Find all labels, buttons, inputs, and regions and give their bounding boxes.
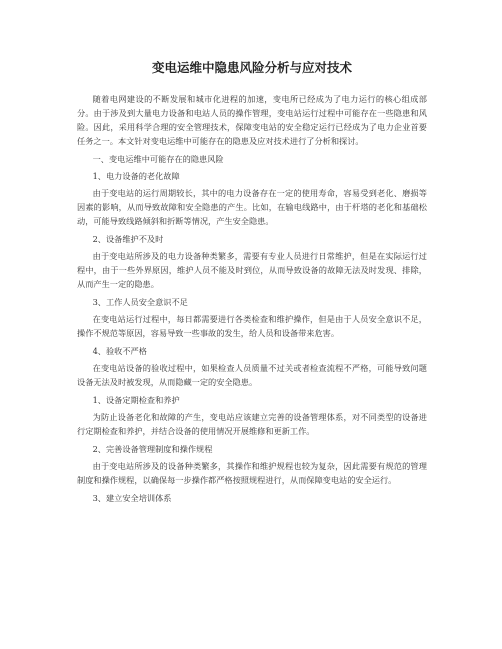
intro-paragraph: 随着电网建设的不断发展和城市化进程的加速，变电所已经成为了电力运行的核心组成部分。由于涉及到大量电力设备和电站人员的操作管理，变电站运行过程中可能存在一些隐患和风险。因此，采用科学合理的安全管理技术，保障变电站的安全稳定运行已经成为了电力企业首要任务之一。本文针对变电运维中可能存在的隐患及应对技术进行了分析和探讨。 bbox=[77, 94, 427, 146]
subsection-heading: 3、建立安全培训体系 bbox=[92, 493, 172, 503]
body-paragraph: 由于变电站所涉及的电力设备种类繁多，需要有专业人员进行日常维护，但是在实际运行过程中，由于一些外界原因，维护人员不能及时到位，从而导致设备的故障无法及时发现、排除，从而产生一定的隐患。 bbox=[77, 251, 427, 289]
subsection-heading: 2、设备维护不及时 bbox=[92, 234, 164, 244]
subsection-heading: 1、电力设备的老化故障 bbox=[92, 171, 180, 181]
body-paragraph: 由于变电站的运行周期较长，其中的电力设备存在一定的使用寿命，容易受到老化、磨损等因素的影响，从而导致故障和安全隐患的产生。比如，在输电线路中，由于杆塔的老化和基础松动，可能导致线路倾斜和折断等情况，产生安全隐患。 bbox=[77, 188, 427, 226]
subsection-heading: 3、工作人员安全意识不足 bbox=[92, 297, 188, 307]
document-title: 变电运维中隐患风险分析与应对技术 bbox=[151, 60, 352, 75]
subsection-heading: 2、完善设备管理制度和操作规程 bbox=[92, 444, 213, 454]
subsection-heading: 1、设备定期检查和养护 bbox=[92, 395, 180, 405]
body-paragraph: 由于变电站所涉及的设备种类繁多，其操作和维护规程也较为复杂，因此需要有规范的管理制度和操作规程，以确保每一步操作都严格按照规程进行，从而保障变电站的安全运行。 bbox=[77, 461, 427, 485]
body-paragraph: 在变电站设备的验收过程中，如果检查人员质量不过关或者检查流程不严格，可能导致问题设备无法及时被发现，从而隐藏一定的安全隐患。 bbox=[77, 363, 427, 387]
section-heading: 一、变电运维中可能存在的隐患风险 bbox=[92, 154, 224, 164]
subsection-heading: 4、验收不严格 bbox=[92, 346, 147, 356]
body-paragraph: 在变电站运行过程中，每日都需要进行各类检查和维护操作，但是由于人员安全意识不足，操作不规范等原因，容易导致一些事故的发生，给人员和设备带来危害。 bbox=[77, 314, 427, 338]
body-paragraph: 为防止设备老化和故障的产生，变电站应该建立完善的设备管理体系，对不同类型的设备进行定期检查和养护，并结合设备的使用情况开展维修和更新工作。 bbox=[77, 412, 427, 436]
